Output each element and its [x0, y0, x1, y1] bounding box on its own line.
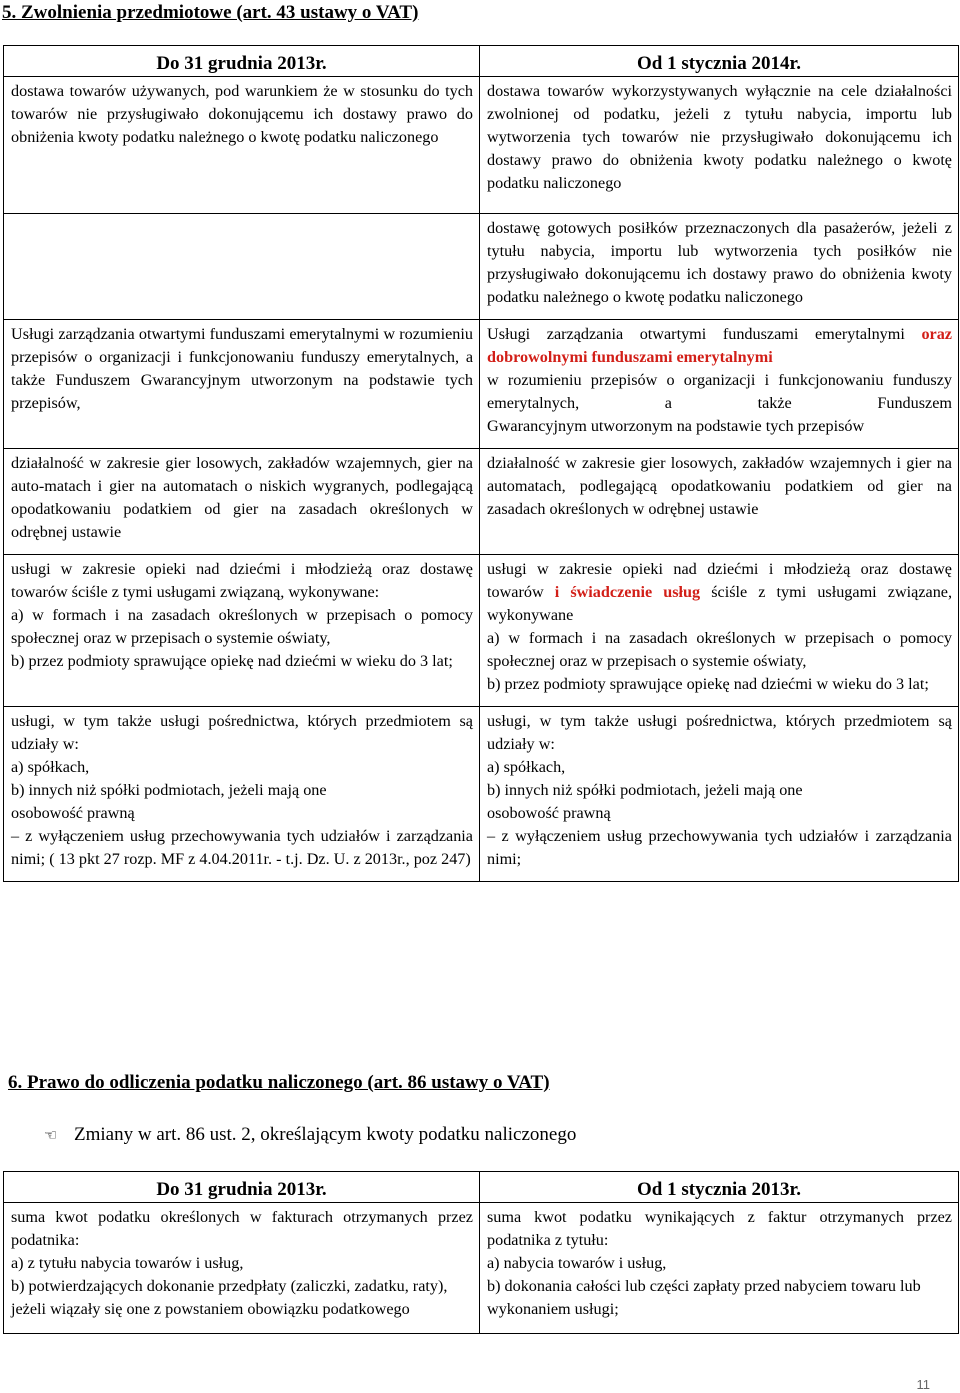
cell-text: b) innych niż spółki podmiotach, jeżeli mają one	[11, 781, 327, 799]
page-number: 11	[916, 1377, 930, 1392]
cell-new	[480, 1203, 959, 1334]
header-before-2014: Do 31 grudnia 2013r.	[4, 1172, 480, 1203]
cell-old	[4, 707, 480, 882]
table-row	[4, 214, 959, 320]
vat-exemptions-table	[3, 45, 959, 882]
cell-text: w rozumieniu przepisów o organizacji i funkcjonowaniu funduszy emerytalnych, a także Funduszem	[487, 371, 952, 412]
cell-text: b) innych niż spółki podmiotach, jeżeli mają one	[487, 781, 803, 799]
table-row	[4, 1203, 959, 1334]
table-header-row	[4, 46, 959, 77]
cell-text: ściśle z tymi usługami związane, wykonywane	[487, 583, 953, 624]
header-from-2014: Od 1 stycznia 2014r.	[480, 46, 959, 77]
cell-text: suma kwot podatku określonych w fakturach otrzymanych przez podatnika:	[11, 1208, 473, 1249]
table-row	[4, 77, 959, 214]
cell-old	[4, 555, 480, 707]
table-row	[4, 320, 959, 449]
cell-text: b) dokonania całości lub części zapłaty przed nabyciem towaru lub wykonaniem usługi;	[487, 1277, 921, 1318]
cell-new	[480, 707, 959, 882]
bullet-text: Zmiany w art. 86 ust. 2, określającym kwoty podatku naliczonego	[74, 1124, 577, 1145]
cell-text: – z wyłączeniem usług przechowywania tych udziałów i zarządzania nimi;	[487, 827, 952, 868]
cell-text: usługi, w tym także usługi pośrednictwa, których przedmiotem są udziały w:	[11, 712, 473, 753]
section-5-title: 5. Zwolnienia przedmiotowe (art. 43 ustawy o VAT)	[2, 2, 419, 23]
header-from-2014: Od 1 stycznia 2013r.	[480, 1172, 959, 1203]
cell-text: a) z tytułu nabycia towarów i usług,	[11, 1254, 244, 1272]
cell-text: suma kwot podatku wynikających z faktur otrzymanych przez podatnika z tytułu:	[487, 1208, 952, 1249]
cell-text: a) nabycia towarów i usług,	[487, 1254, 667, 1272]
input-tax-table	[3, 1171, 959, 1334]
cell-new	[480, 320, 959, 449]
cell-old-empty	[4, 214, 480, 320]
cell-text: – z wyłączeniem usług przechowywania tych udziałów i zarządzania nimi; ( 13 pkt 27 rozp. MF z 4.04.2011r. - t.j. Dz. U. z 2013r., poz 247)	[11, 827, 473, 868]
cell-new: dostawa towarów wykorzystywanych wyłącznie na cele działalności zwolnionej od podatku, jeżeli z tytułu nabycia, importu lub wytworzenia tych towarów nie przysługiwało dokonującemu ich dostawy prawo do obniżenia kwoty podatku należnego o kwotę podatku naliczonego	[480, 77, 959, 214]
cell-text: a) w formach i na zasadach określonych w przepisach o pomocy społecznej oraz w przepisach o systemie oświaty,	[11, 606, 473, 647]
cell-text: Gwarancyjnym utworzonym na podstawie tych przepisów	[487, 417, 865, 435]
cell-text: a) spółkach,	[11, 758, 90, 776]
cell-text: osobowość prawną	[11, 804, 135, 822]
bullet-item	[44, 1123, 576, 1147]
cell-old	[4, 1203, 480, 1334]
cell-old: działalność w zakresie gier losowych, zakładów wzajemnych, gier na auto-matach i gier na automatach o niskich wygranych, podlegającą opodatkowaniu podatkiem od gier na zasadach określonych w odrębnej ustawie	[4, 449, 480, 555]
highlighted-change: i świadczenie usług	[554, 583, 701, 601]
table-row	[4, 449, 959, 555]
cell-text: usługi w zakresie opieki nad dziećmi i młodzieżą oraz dostawę towarów	[487, 560, 952, 601]
cell-new: działalność w zakresie gier losowych, zakładów wzajemnych i gier na automatach, podlegającą opodatkowaniu podatkiem od gier na zasadach określonych w odrębnej ustawie	[480, 449, 959, 555]
section-6-title: 6. Prawo do odliczenia podatku naliczonego (art. 86 ustawy o VAT)	[8, 1072, 550, 1093]
cell-text: usługi w zakresie opieki nad dziećmi i młodzieżą oraz dostawę towarów ściśle z tymi usługami związaną, wykonywane:	[11, 560, 473, 601]
cell-text: b) przez podmioty sprawujące opiekę nad dziećmi w wieku do 3 lat;	[487, 675, 929, 693]
table-row	[4, 707, 959, 882]
cell-text: Usługi zarządzania otwartymi funduszami emerytalnymi	[487, 325, 905, 343]
cell-new	[480, 555, 959, 707]
table-header-row	[4, 1172, 959, 1203]
cell-text: a) spółkach,	[487, 758, 566, 776]
cell-old: Usługi zarządzania otwartymi funduszami emerytalnymi w rozumieniu przepisów o organizacji i funkcjonowaniu funduszy emerytalnych, a także Funduszem Gwarancyjnym utworzonym na podstawie tych przepisów,	[4, 320, 480, 449]
highlighted-change: oraz dobrowolnymi funduszami emerytalnymi	[487, 325, 952, 366]
hand-pointer-icon: ☜	[44, 1126, 58, 1144]
table-row	[4, 555, 959, 707]
cell-text: a) w formach i na zasadach określonych w przepisach o pomocy społecznej oraz w przepisach o systemie oświaty,	[487, 629, 952, 670]
cell-text: b) potwierdzających dokonanie przedpłaty (zaliczki, zadatku, raty), jeżeli wiązały się one z powstaniem obowiązku podatkowego	[11, 1277, 448, 1318]
cell-text: b) przez podmioty sprawujące opiekę nad dziećmi w wieku do 3 lat;	[11, 652, 453, 670]
header-before-2014: Do 31 grudnia 2013r.	[4, 46, 480, 77]
cell-text: usługi, w tym także usługi pośrednictwa, których przedmiotem są udziały w:	[487, 712, 952, 753]
cell-text: osobowość prawną	[487, 804, 611, 822]
cell-old: dostawa towarów używanych, pod warunkiem że w stosunku do tych towarów nie przysługiwało dokonującemu ich dostawy prawo do obniżenia kwoty podatku należnego o kwotę podatku naliczonego	[4, 77, 480, 214]
cell-new: dostawę gotowych posiłków przeznaczonych dla pasażerów, jeżeli z tytułu nabycia, importu lub wytworzenia tych posiłków nie przysługiwało dokonującemu ich dostawy prawo do obniżenia kwoty podatku należnego o kwotę podatku naliczonego	[480, 214, 959, 320]
